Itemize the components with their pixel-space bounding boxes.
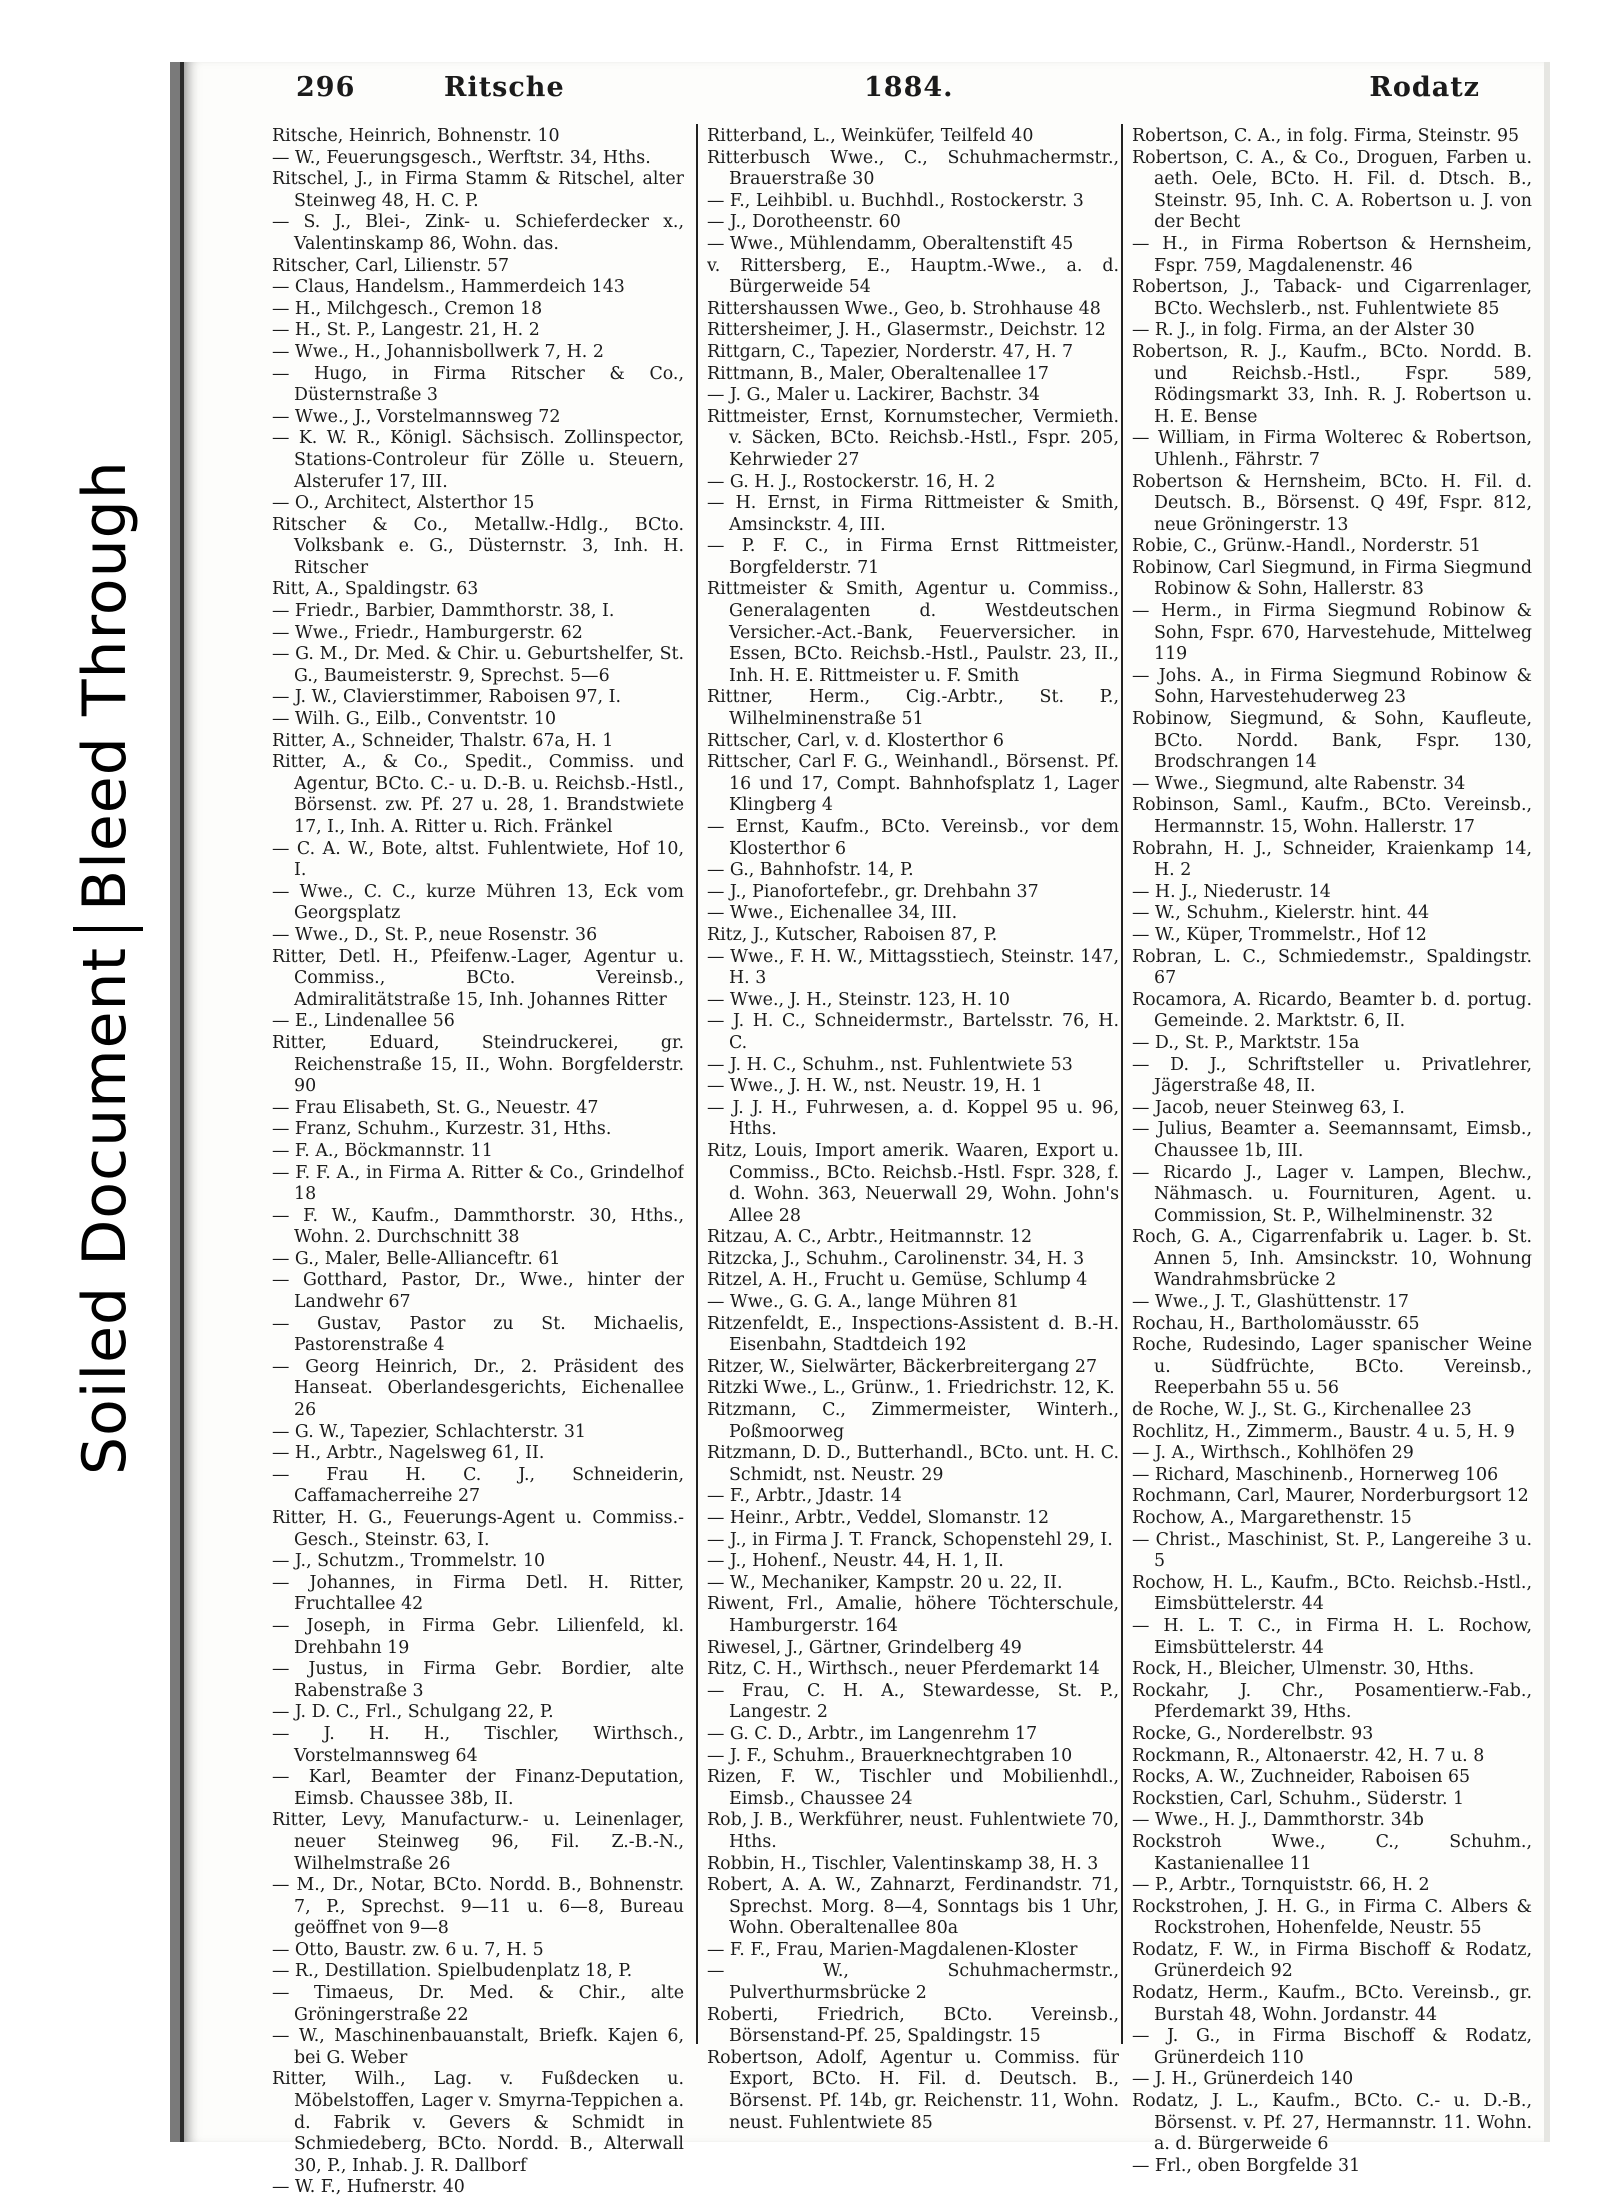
directory-entry: — W., Feuerungsgesch., Werftstr. 34, Hths. bbox=[272, 147, 651, 168]
directory-entry: Ritzmann, C., Zimmermeister, Winterh., Poßmoorweg bbox=[707, 1400, 1119, 1442]
directory-entry: Ritter, A., & Co., Spedit., Commiss. und Agentur, BCto. C.- u. D.-B. u. Reichsb.-Hstl., Börsenst. zw. Pf. 27 u. 28, 1. Brandstwiete 17, I., Inh. A. Ritter u. Rich. Fränkel bbox=[272, 752, 684, 837]
directory-entry: — G., Bahnhofstr. 14, P. bbox=[707, 860, 914, 881]
directory-entry: v. Rittersberg, E., Hauptm.-Wwe., a. d. Bürgerweide 54 bbox=[707, 255, 1119, 298]
directory-entry: Robertson, R. J., Kaufm., BCto. Nordd. B. und Reichsb.-Hstl., Fspr. 589, Rödingsmarkt 33, Inh. R. J. Robertson u. H. E. Bense bbox=[1132, 341, 1532, 427]
directory-entry: — C. A. W., Bote, altst. Fuhlentwiete, Hof 10, I. bbox=[272, 838, 684, 881]
directory-entry: Riwesel, J., Gärtner, Grindelberg 49 bbox=[707, 1637, 1022, 1658]
directory-entry: — W., Maschinenbauanstalt, Briefk. Kajen 6, bei G. Weber bbox=[272, 2026, 684, 2068]
directory-entry: — J. D. C., Frl., Schulgang 22, P. bbox=[272, 1702, 554, 1723]
directory-entry: — J., Schutzm., Trommelstr. 10 bbox=[272, 1551, 546, 1572]
directory-entry: — Wwe., J. H. W., nst. Neustr. 19, H. 1 bbox=[707, 1076, 1043, 1097]
directory-entry: Ritterbusch Wwe., C., Schuhmachermstr., Brauerstraße 30 bbox=[707, 147, 1119, 190]
side-label bbox=[70, 460, 143, 1475]
directory-entry: — W. F., Hufnerstr. 40 bbox=[272, 2177, 465, 2198]
directory-entry: — O., Architect, Alsterthor 15 bbox=[272, 493, 535, 514]
directory-entry: Ritter, Detl. H., Pfeifenw.-Lager, Agentur u. Commiss., BCto. Vereinsb., Admiralitätstraße 15, Inh. Johannes Ritter bbox=[272, 946, 684, 1010]
directory-entry: Ritsche, Heinrich, Bohnenstr. 10 bbox=[272, 126, 560, 146]
directory-entry: — Wwe., Eichenallee 34, III. bbox=[707, 903, 958, 924]
directory-entry: — Wwe., Friedr., Hamburgerstr. 62 bbox=[272, 622, 583, 643]
directory-entry: Rittershaussen Wwe., Geo, b. Strohhause 48 bbox=[707, 298, 1101, 319]
directory-entry: — K. W. R., Königl. Sächsisch. Zollinspector, Stations-Controleur für Zölle u. Steuern, Alsterufer 17, III. bbox=[272, 428, 684, 492]
directory-entry: — Wwe., Mühlendamm, Oberaltenstift 45 bbox=[707, 233, 1074, 254]
directory-entry: — Wwe., D., St. P., neue Rosenstr. 36 bbox=[272, 924, 598, 945]
directory-entry: Ritzer, W., Sielwärter, Bäckerbreitergang 27 bbox=[707, 1356, 1098, 1377]
directory-entry: Rittersheimer, J. H., Glasermstr., Deichstr. 12 bbox=[707, 320, 1106, 341]
directory-entry: — Johs. A., in Firma Siegmund Robinow & Sohn, Harvestehuderweg 23 bbox=[1132, 665, 1532, 708]
directory-entry: — Justus, in Firma Gebr. Bordier, alte Rabenstraße 3 bbox=[272, 1659, 684, 1701]
directory-entry: — Claus, Handelsm., Hammerdeich 143 bbox=[272, 277, 625, 298]
directory-entry: Ritscher & Co., Metallw.-Hdlg., BCto. Volksbank e. G., Düsternstr. 3, Inh. H. Ritscher bbox=[272, 514, 684, 578]
directory-entry: Riwent, Frl., Amalie, höhere Töchterschule, Hamburgerstr. 164 bbox=[707, 1594, 1119, 1636]
directory-entry: Rob, J. B., Werkführer, neust. Fuhlentwiete 70, Hths. bbox=[707, 1810, 1119, 1852]
directory-entry: — P., Arbtr., Tornquiststr. 66, H. 2 bbox=[1132, 1875, 1430, 1896]
directory-entry: Rockmann, R., Altonaerstr. 42, H. 7 u. 8 bbox=[1132, 1745, 1485, 1766]
directory-entry: — Friedr., Barbier, Dammthorstr. 38, I. bbox=[272, 601, 615, 622]
side-label-soiled: Soiled Document bbox=[70, 946, 140, 1475]
directory-entry: Ritzcka, J., Schuhm., Carolinenstr. 34, H. 3 bbox=[707, 1248, 1085, 1269]
directory-entry: — J. F., Schuhm., Brauerknechtgraben 10 bbox=[707, 1745, 1073, 1766]
directory-entry: — R. J., in folg. Firma, an der Alster 30 bbox=[1132, 320, 1475, 341]
directory-entry: — J., Pianofortefebr., gr. Drehbahn 37 bbox=[707, 881, 1039, 902]
directory-entry: Rochow, A., Margarethenstr. 15 bbox=[1132, 1508, 1412, 1528]
directory-entry: — J. G., in Firma Bischoff & Rodatz, Grünerdeich 110 bbox=[1132, 2026, 1532, 2068]
column-divider bbox=[1121, 124, 1123, 2044]
directory-entry: Rodatz, J. L., Kaufm., BCto. C.- u. D.-B., Börsenst. v. Pf. 27, Hermannstr. 11. Wohn. a. d. Bürgerweide 6 bbox=[1132, 2091, 1532, 2155]
directory-entry: — Wwe., H., Johannisbollwerk 7, H. 2 bbox=[272, 341, 604, 362]
directory-entry: Rittmeister, Ernst, Kornumstecher, Vermieth. v. Säcken, BCto. Reichsb.-Hstl., Fspr. 205, Kehrwieder 27 bbox=[707, 406, 1119, 470]
directory-entry: — Wwe., Siegmund, alte Rabenstr. 34 bbox=[1132, 773, 1466, 794]
directory-entry: — M., Dr., Notar, BCto. Nordd. B., Bohnenstr. 7, P., Sprechst. 9—11 u. 6—8, Bureau geöffnet von 9—8 bbox=[272, 1875, 684, 1939]
directory-entry: — G. W., Tapezier, Schlachterstr. 31 bbox=[272, 1421, 586, 1442]
directory-entry: de Roche, W. J., St. G., Kirchenallee 23 bbox=[1132, 1400, 1472, 1421]
directory-entry: Rittner, Herm., Cig.-Arbtr., St. P., Wilhelminenstraße 51 bbox=[707, 687, 1119, 730]
directory-entry: Ritterband, L., Weinküfer, Teilfeld 40 bbox=[707, 126, 1034, 146]
directory-entry: — D. J., Schriftsteller u. Privatlehrer, Jägerstraße 48, II. bbox=[1132, 1054, 1532, 1097]
directory-entry: — F., Leihbibl. u. Buchhdl., Rostockerstr. 3 bbox=[707, 190, 1084, 211]
directory-entry: — Wilh. G., Eilb., Conventstr. 10 bbox=[272, 709, 557, 730]
directory-entry: — H. L. T. C., in Firma H. L. Rochow, Eimsbüttelerstr. 44 bbox=[1132, 1615, 1532, 1658]
header-right-name: Rodatz bbox=[1369, 72, 1480, 103]
directory-entry: — J. H. C., Schuhm., nst. Fuhlentwiete 53 bbox=[707, 1054, 1073, 1075]
directory-entry: Roch, G. A., Cigarrenfabrik u. Lager. b. St. Annen 5, Inh. Amsinckstr. 10, Wohnung Wandrahmsbrücke 2 bbox=[1132, 1227, 1532, 1291]
directory-entry: — J. W., Clavierstimmer, Raboisen 97, I. bbox=[272, 687, 621, 708]
directory-entry: — Otto, Baustr. zw. 6 u. 7, H. 5 bbox=[272, 1939, 544, 1960]
directory-entry: Rockstroh Wwe., C., Schuhm., Kastanienallee 11 bbox=[1132, 1831, 1532, 1874]
directory-entry: Ritzenfeldt, E., Inspections-Assistent d. B.-H. Eisenbahn, Stadtdeich 192 bbox=[707, 1313, 1119, 1356]
header-left-name: Ritsche bbox=[444, 72, 565, 103]
directory-entry: Ritscher, Carl, Lilienstr. 57 bbox=[272, 255, 510, 276]
directory-entry: — Karl, Beamter der Finanz-Deputation, Eimsb. Chaussee 38b, II. bbox=[272, 1767, 684, 1809]
directory-entry: Rittmann, B., Maler, Oberaltenallee 17 bbox=[707, 363, 1049, 384]
directory-entry: Rockstien, Carl, Schuhm., Süderstr. 1 bbox=[1132, 1788, 1465, 1809]
directory-entry: Ritt, A., Spaldingstr. 63 bbox=[272, 579, 479, 600]
directory-entry: Rodatz, F. W., in Firma Bischoff & Rodatz, Grünerdeich 92 bbox=[1132, 1939, 1532, 1982]
directory-entry: — H., Milchgesch., Cremon 18 bbox=[272, 298, 543, 319]
directory-entry: Robertson, C. A., & Co., Droguen, Farben u. aeth. Oele, BCto. H. Fil. d. Dtsch. B., Steinstr. 95, Inh. C. A. Robertson u. J. von der Becht bbox=[1132, 147, 1532, 233]
directory-entry: — J. A., Wirthsch., Kohlhöfen 29 bbox=[1132, 1443, 1414, 1464]
directory-entry: — F., Arbtr., Jdastr. 14 bbox=[707, 1486, 902, 1507]
directory-entry: — William, in Firma Wolterec & Robertson, Uhlenh., Fährstr. 7 bbox=[1132, 428, 1532, 470]
directory-entry: — W., Mechaniker, Kampstr. 20 u. 22, II. bbox=[707, 1572, 1063, 1593]
directory-entry: — Wwe., C. C., kurze Mühren 13, Eck vom Georgsplatz bbox=[272, 881, 684, 924]
directory-entry: Ritz, Louis, Import amerik. Waaren, Export u. Commiss., BCto. Reichsb.-Hstl. Fspr. 328, f. d. Wohn. 363, Neuerwall 29, Wohn. John's Allee 28 bbox=[707, 1140, 1119, 1226]
directory-entry: Rodatz, Herm., Kaufm., BCto. Vereinsb., gr. Burstah 48, Wohn. Jordanstr. 44 bbox=[1132, 1983, 1532, 2025]
directory-entry: Roberti, Friedrich, BCto. Vereinsb., Börsenstand-Pf. 25, Spaldingstr. 15 bbox=[707, 2004, 1119, 2047]
directory-entry: — J. J. H., Fuhrwesen, a. d. Koppel 95 u. 96, Hths. bbox=[707, 1097, 1119, 1140]
directory-entry: — Richard, Maschinenb., Hornerweg 106 bbox=[1132, 1464, 1499, 1485]
directory-entry: — J. G., Maler u. Lackirer, Bachstr. 34 bbox=[707, 385, 1040, 406]
column-divider bbox=[696, 124, 698, 2044]
directory-entry: Rittscher, Carl, v. d. Klosterthor 6 bbox=[707, 730, 1004, 751]
directory-entry: — E., Lindenallee 56 bbox=[272, 1011, 455, 1032]
directory-entry: Rochow, H. L., Kaufm., BCto. Reichsb.-Hstl., Eimsbüttelerstr. 44 bbox=[1132, 1572, 1532, 1615]
directory-entry: — Wwe., J. H., Steinstr. 123, H. 10 bbox=[707, 989, 1010, 1010]
directory-entry: — Frl., oben Borgfelde 31 bbox=[1132, 2155, 1361, 2176]
directory-entry: Robbin, H., Tischler, Valentinskamp 38, H. 3 bbox=[707, 1853, 1099, 1874]
directory-entry: Rochlitz, H., Zimmerm., Baustr. 4 u. 5, H. 9 bbox=[1132, 1421, 1515, 1442]
directory-entry: — F. A., Böckmannstr. 11 bbox=[272, 1140, 493, 1161]
directory-entry: Rittgarn, C., Tapezier, Norderstr. 47, H. 7 bbox=[707, 341, 1074, 362]
directory-entry: Rochau, H., Bartholomäusstr. 65 bbox=[1132, 1313, 1420, 1334]
directory-entry: — Johannes, in Firma Detl. H. Ritter, Fruchtallee 42 bbox=[272, 1572, 684, 1615]
directory-entry: — J. H. H., Tischler, Wirthsch., Vorstelmannsweg 64 bbox=[272, 1723, 684, 1766]
directory-entry: — F. W., Kaufm., Dammthorstr. 30, Hths., Wohn. 2. Durchschnitt 38 bbox=[272, 1205, 684, 1248]
directory-entry: Ritzel, A. H., Frucht u. Gemüse, Schlump 4 bbox=[707, 1270, 1088, 1291]
directory-entry: Robert, A. A. W., Zahnarzt, Ferdinandstr. 71, Sprechst. Morg. 8—4, Sonntags bis 1 Uhr, Wohn. Oberaltenallee 80a bbox=[707, 1875, 1119, 1939]
directory-entry: — W., Schuhm., Kielerstr. hint. 44 bbox=[1132, 903, 1430, 924]
directory-entry: Robertson, C. A., in folg. Firma, Steinstr. 95 bbox=[1132, 126, 1520, 146]
directory-entry: Ritzau, A. C., Arbtr., Heitmannstr. 12 bbox=[707, 1227, 1033, 1248]
directory-entry: — Joseph, in Firma Gebr. Lilienfeld, kl. Drehbahn 19 bbox=[272, 1615, 684, 1658]
directory-entry: — H., Arbtr., Nagelsweg 61, II. bbox=[272, 1443, 545, 1464]
directory-entry: — W., Küper, Trommelstr., Hof 12 bbox=[1132, 924, 1427, 945]
directory-entry: Ritter, Wilh., Lag. v. Fußdecken u. Möbelstoffen, Lager v. Smyrna-Teppichen a. d. Fabrik v. Gevers & Schmidt in Schmiedeberg, BCto. Nordd. B., Alterwall 30, P., Inhab. J. R. Dallborf bbox=[272, 2069, 684, 2176]
directory-entry: Ritz, C. H., Wirthsch., neuer Pferdemarkt 14 bbox=[707, 1659, 1100, 1680]
directory-entry: — J., Dorotheenstr. 60 bbox=[707, 212, 901, 233]
directory-entry: — Herm., in Firma Siegmund Robinow & Sohn, Fspr. 670, Harvestehude, Mittelweg 119 bbox=[1132, 601, 1532, 665]
directory-entry: Ritz, J., Kutscher, Raboisen 87, P. bbox=[707, 924, 998, 945]
directory-entry: Ritter, Eduard, Steindruckerei, gr. Reichenstraße 15, II., Wohn. Borgfelderstr. 90 bbox=[272, 1032, 684, 1097]
directory-entry: — Frau Elisabeth, St. G., Neuestr. 47 bbox=[272, 1097, 599, 1118]
directory-entry: — D., St. P., Marktstr. 15a bbox=[1132, 1032, 1360, 1053]
directory-column-1 bbox=[272, 126, 684, 2199]
directory-entry: — Frau, C. H. A., Stewardesse, St. P., Langestr. 2 bbox=[707, 1680, 1119, 1723]
side-label-bleed: Bleed Through bbox=[70, 460, 140, 911]
directory-entry: — Julius, Beamter a. Seemannsamt, Eimsb., Chaussee 1b, III. bbox=[1132, 1119, 1532, 1161]
directory-entry: — Gustav, Pastor zu St. Michaelis, Pastorenstraße 4 bbox=[272, 1313, 684, 1356]
directory-entry: — Ricardo J., Lager v. Lampen, Blechw., Nähmasch. u. Fournituren, Agent. u. Commission, St. P., Wilhelminenstr. 32 bbox=[1132, 1162, 1532, 1226]
page-number: 296 bbox=[296, 72, 356, 103]
directory-entry: — Franz, Schuhm., Kurzestr. 31, Hths. bbox=[272, 1119, 612, 1140]
directory-entry: Ritzki Wwe., L., Grünw., 1. Friedrichstr. 12, K. bbox=[707, 1378, 1115, 1399]
directory-entry: — Hugo, in Firma Ritscher & Co., Düsternstraße 3 bbox=[272, 363, 684, 406]
side-label-divider bbox=[73, 927, 143, 931]
directory-entry: — Wwe., G. G. A., lange Mühren 81 bbox=[707, 1292, 1020, 1313]
directory-entry: — J., in Firma J. T. Franck, Schopenstehl 29, I. bbox=[707, 1529, 1113, 1550]
directory-entry: — J. H. C., Schneidermstr., Bartelsstr. 76, H. C. bbox=[707, 1011, 1119, 1053]
directory-entry: Ritter, H. G., Feuerungs-Agent u. Commiss.-Gesch., Steinstr. 63, I. bbox=[272, 1508, 684, 1550]
directory-entry: — G. H. J., Rostockerstr. 16, H. 2 bbox=[707, 471, 996, 492]
directory-entry: — H. Ernst, in Firma Rittmeister & Smith, Amsinckstr. 4, III. bbox=[707, 493, 1119, 535]
directory-entry: — P. F. C., in Firma Ernst Rittmeister, Borgfelderstr. 71 bbox=[707, 536, 1119, 578]
directory-entry: Roche, Rudesindo, Lager spanischer Weine u. Südfrüchte, BCto. Vereinsb., Reeperbahn 55 u. 56 bbox=[1132, 1335, 1532, 1399]
directory-entry: Robertson, Adolf, Agentur u. Commiss. für Export, BCto. H. Fil. d. Deutsch. B., Börsenst. Pf. 14b, gr. Reichenstr. 11, Wohn. neust. Fuhlentwiete 85 bbox=[707, 2047, 1119, 2133]
directory-entry: Ritter, Levy, Manufacturw.- u. Leinenlager, neuer Steinweg 96, Fil. Z.-B.-N., Wilhelmstraße 26 bbox=[272, 1810, 684, 1874]
directory-entry: Rocamora, A. Ricardo, Beamter b. d. portug. Gemeinde. 2. Marktstr. 6, II. bbox=[1132, 989, 1532, 1032]
directory-entry: — F. F., Frau, Marien-Magdalenen-Kloster bbox=[707, 1939, 1078, 1960]
directory-entry: — Ernst, Kaufm., BCto. Vereinsb., vor dem Klosterthor 6 bbox=[707, 817, 1119, 859]
book-page bbox=[180, 62, 1550, 2198]
directory-entry: — J., Hohenf., Neustr. 44, H. 1, II. bbox=[707, 1551, 1004, 1572]
directory-entry: — Wwe., J. T., Glashüttenstr. 17 bbox=[1132, 1292, 1409, 1313]
directory-entry: — Timaeus, Dr. Med. & Chir., alte Gröningerstraße 22 bbox=[272, 1983, 684, 2025]
directory-entry: Robertson & Hernsheim, BCto. H. Fil. d. Deutsch. B., Börsenst. Q 49f, Fspr. 812, neue Gröningerstr. 13 bbox=[1132, 471, 1532, 535]
directory-entry: — G. C. D., Arbtr., im Langenrehm 17 bbox=[707, 1723, 1038, 1744]
running-header bbox=[184, 72, 1550, 122]
directory-entry: — Wwe., J., Vorstelmannsweg 72 bbox=[272, 406, 561, 427]
directory-entry: Ritter, A., Schneider, Thalstr. 67a, H. 1 bbox=[272, 730, 614, 751]
directory-entry: — J. H., Grünerdeich 140 bbox=[1132, 2069, 1354, 2090]
directory-entry: Robinson, Saml., Kaufm., BCto. Vereinsb., Hermannstr. 15, Wohn. Hallerstr. 17 bbox=[1132, 795, 1532, 837]
directory-entry: — Jacob, neuer Steinweg 63, I. bbox=[1132, 1097, 1405, 1118]
directory-entry: — H., St. P., Langestr. 21, H. 2 bbox=[272, 320, 540, 341]
directory-entry: — Georg Heinrich, Dr., 2. Präsident des Hanseat. Oberlandesgerichts, Eichenallee 26 bbox=[272, 1356, 684, 1421]
directory-entry: — H., in Firma Robertson & Hernsheim, Fspr. 759, Magdalenenstr. 46 bbox=[1132, 233, 1532, 276]
directory-entry: — H. J., Niederustr. 14 bbox=[1132, 881, 1331, 902]
directory-entry: Rittmeister & Smith, Agentur u. Commiss., Generalagenten d. Westdeutschen Versicher.-Act.-Bank, Feuerversicher. in Essen, BCto. Reichsb.-Hstl., Paulstr. 23, II., Inh. H. E. Rittmeister u. F. Smith bbox=[707, 579, 1119, 686]
directory-entry: — Wwe., F. H. W., Mittagsstiech, Steinstr. 147, H. 3 bbox=[707, 946, 1119, 989]
directory-entry: Robrahn, H. J., Schneider, Kraienkamp 14, H. 2 bbox=[1132, 838, 1532, 881]
directory-entry: — G. M., Dr. Med. & Chir. u. Geburtshelfer, St. G., Baumeisterstr. 9, Sprechst. 5—6 bbox=[272, 644, 684, 686]
directory-entry: Ritschel, J., in Firma Stamm & Ritschel, alter Steinweg 48, H. C. P. bbox=[272, 169, 684, 211]
directory-entry: — R., Destillation. Spielbudenplatz 18, P. bbox=[272, 1961, 633, 1982]
directory-entry: — G., Maler, Belle-Allianceftr. 61 bbox=[272, 1248, 561, 1269]
header-year: 1884. bbox=[864, 72, 954, 103]
directory-entry: — F. F. A., in Firma A. Ritter & Co., Grindelhof 18 bbox=[272, 1162, 684, 1205]
directory-column-3 bbox=[1132, 126, 1532, 2177]
directory-entry: — Heinr., Arbtr., Veddel, Slomanstr. 12 bbox=[707, 1508, 1050, 1528]
directory-entry: Robinow, Siegmund, & Sohn, Kaufleute, BCto. Nordd. Bank, Fspr. 130, Brodschrangen 14 bbox=[1132, 709, 1532, 773]
directory-entry: Rochmann, Carl, Maurer, Norderburgsort 12 bbox=[1132, 1486, 1529, 1507]
directory-entry: — Wwe., H. J., Dammthorstr. 34b bbox=[1132, 1810, 1424, 1831]
directory-entry: Rocke, G., Norderelbstr. 93 bbox=[1132, 1723, 1374, 1744]
directory-entry: Robertson, J., Taback- und Cigarrenlager, BCto. Wechslerb., nst. Fuhlentwiete 85 bbox=[1132, 277, 1532, 319]
directory-entry: — Christ., Maschinist, St. P., Langereihe 3 u. 5 bbox=[1132, 1529, 1532, 1572]
directory-entry: Rockahr, J. Chr., Posamentierw.-Fab., Pferdemarkt 39, Hths. bbox=[1132, 1680, 1532, 1723]
directory-entry: — S. J., Blei-, Zink- u. Schieferdecker x., Valentinskamp 86, Wohn. das. bbox=[272, 212, 684, 254]
directory-entry: Rock, H., Bleicher, Ulmenstr. 30, Hths. bbox=[1132, 1659, 1475, 1680]
directory-entry: Rizen, F. W., Tischler und Mobilienhdl., Eimsb., Chaussee 24 bbox=[707, 1767, 1119, 1809]
directory-entry: Rocks, A. W., Zuchneider, Raboisen 65 bbox=[1132, 1767, 1471, 1788]
directory-entry: Robinow, Carl Siegmund, in Firma Siegmund Robinow & Sohn, Hallerstr. 83 bbox=[1132, 557, 1532, 600]
directory-column-2 bbox=[707, 126, 1119, 2134]
directory-entry: — Gotthard, Pastor, Dr., Wwe., hinter der Landwehr 67 bbox=[272, 1270, 684, 1313]
directory-entry: Rittscher, Carl F. G., Weinhandl., Börsenst. Pf. 16 und 17, Compt. Bahnhofsplatz 1, Lager Klingberg 4 bbox=[707, 752, 1119, 816]
directory-entry: Robie, C., Grünw.-Handl., Norderstr. 51 bbox=[1132, 536, 1481, 557]
directory-entry: — W., Schuhmachermstr., Pulverthurmsbrücke 2 bbox=[707, 1961, 1119, 2004]
directory-entry: Ritzmann, D. D., Butterhandl., BCto. unt. H. C. Schmidt, nst. Neustr. 29 bbox=[707, 1443, 1119, 1485]
directory-entry: — Frau H. C. J., Schneiderin, Caffamacherreihe 27 bbox=[272, 1464, 684, 1507]
directory-entry: Rockstrohen, J. H. G., in Firma C. Albers & Rockstrohen, Hohenfelde, Neustr. 55 bbox=[1132, 1896, 1532, 1939]
directory-entry: Robran, L. C., Schmiedemstr., Spaldingstr. 67 bbox=[1132, 946, 1532, 989]
